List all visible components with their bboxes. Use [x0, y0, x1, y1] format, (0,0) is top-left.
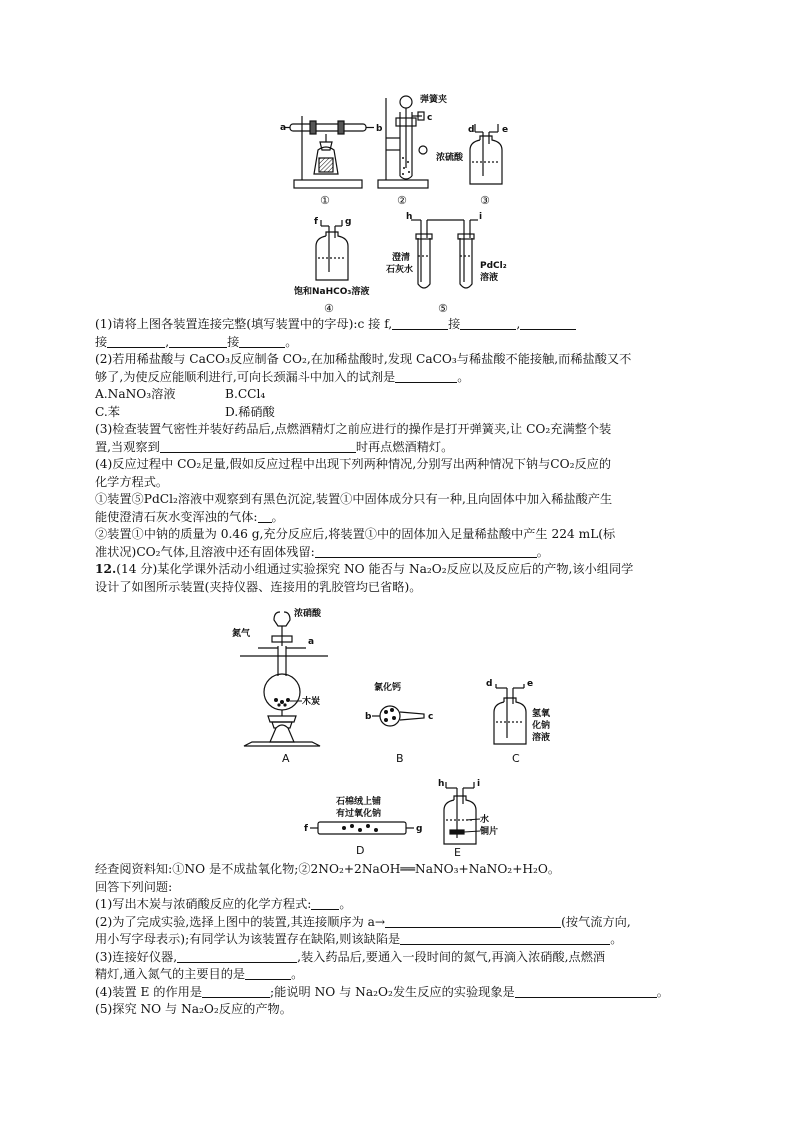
label-e: e [502, 125, 509, 135]
q1-line-2: 接 , 接 。 [95, 334, 298, 349]
label-naoh-3: 溶液 [532, 733, 551, 743]
q12-2-line-2: 用小写字母表示);有同学认为该装置存在缺陷,则该缺陷是 。 [95, 932, 623, 946]
apparatus-3 [470, 124, 502, 184]
answer-blank[interactable] [460, 317, 516, 330]
label-g2: g [416, 824, 423, 834]
q12-2-line-1: (2)为了完成实验,选择上图中的装置,其连接顺序为 a→ (按气流方向, [95, 914, 631, 929]
q12-3-line-2: 精灯,通入氮气的主要目的是 。 [95, 967, 304, 981]
label-g: g [345, 217, 352, 227]
q1-line-1: (1)请将上图各装置连接完整(填写装置中的字母):c 接 f, 接 , [95, 316, 715, 334]
answer-blank[interactable] [107, 335, 165, 348]
letter-B: B [396, 752, 404, 765]
question-number-12: 12. [95, 562, 117, 576]
q2-options-ab [95, 386, 715, 404]
label-asbestos-2: 有过氧化钠 [336, 809, 382, 819]
apparatus-2 [378, 96, 428, 188]
label-conc-hno3: 浓硝酸 [294, 609, 322, 619]
apparatus-D [310, 822, 414, 834]
info-line-1: 经查阅资料知:①NO 是不成盐氧化物;②2NO₂+2NaOH══NaNO₃+NaNO₂+H₂O。 [95, 862, 561, 876]
label-h2: h [438, 779, 445, 789]
label-b: b [376, 124, 383, 134]
apparatus-1 [284, 116, 374, 188]
answer-blank[interactable] [515, 985, 657, 998]
answer-blank[interactable] [258, 510, 272, 523]
answer-blank[interactable] [239, 335, 285, 348]
apparatus-4 [316, 220, 348, 280]
label-pdcl2-2: 溶液 [480, 273, 499, 283]
q4-line-3: ①装置⑤PdCl₂溶液中观察到有黑色沉淀,装置①中固体成分只有一种,且向固体中加入稀盐酸产生 [95, 492, 613, 506]
label-spring-clip: 弹簧夹 [420, 95, 448, 105]
figure-2-apparatus [228, 604, 568, 860]
letter-A: A [282, 752, 290, 765]
answer-blank[interactable] [392, 317, 448, 330]
q12-5: (5)探究 NO 与 Na₂O₂反应的产物。 [95, 1002, 292, 1016]
label-i: i [479, 212, 483, 222]
answer-blank[interactable] [311, 897, 339, 910]
label-h: h [406, 212, 413, 222]
label-e2: e [527, 679, 534, 689]
answer-blank[interactable] [202, 985, 270, 998]
q4-line-6: 准状况)CO₂气体,且溶液中还有固体残留: 。 [95, 544, 549, 559]
q2-options-cd [95, 404, 715, 422]
label-cacl2: 氯化钙 [374, 683, 402, 693]
q3-line-2: 置,当观察到 时再点燃酒精灯。 [95, 439, 454, 454]
label-asbestos-1: 石棉绒上铺 [336, 797, 382, 807]
label-copper: 铜片 [480, 827, 499, 837]
label-naoh-1: 氢氧 [532, 709, 551, 719]
label-c: c [427, 113, 433, 123]
q4-line-2: 化学方程式。 [95, 474, 169, 489]
info-line-2: 回答下列问题: [95, 879, 173, 894]
q12-1: (1)写出木炭与浓硝酸反应的化学方程式: 。 [95, 897, 352, 911]
q2-line-1: (2)若用稀盐酸与 CaCO₃反应制备 CO₂,在加稀盐酸时,发现 CaCO₃与稀盐酸不能接触,而稀盐酸又不 [95, 352, 632, 366]
answer-blank[interactable] [400, 932, 610, 945]
q4-line-5: ②装置①中钠的质量为 0.46 g,充分反应后,将装置①中的固体加入足量稀盐酸中产生 224 mL(标 [95, 527, 616, 541]
answer-blank[interactable] [245, 967, 291, 980]
label-water: 水 [480, 815, 490, 825]
answer-blank[interactable] [160, 440, 356, 453]
label-charcoal: 木炭 [302, 697, 321, 707]
number-5: ⑤ [438, 302, 448, 315]
q4-line-4: 能使澄清石灰水变浑浊的气体: 。 [95, 509, 284, 524]
label-d: d [468, 125, 475, 135]
number-3: ③ [480, 194, 490, 207]
apparatus-C [494, 684, 526, 744]
figure-2-svg [228, 604, 568, 860]
questions-block-1 [95, 316, 715, 596]
q12-4: (4)装置 E 的作用是 ;能说明 NO 与 Na₂O₂发生反应的实验现象是 。 [95, 984, 669, 999]
option-c[interactable]: C.苯 [95, 404, 120, 419]
letter-E: E [454, 846, 461, 859]
option-b[interactable]: B.CCl₄ [225, 387, 266, 401]
number-4: ④ [324, 302, 334, 315]
letter-C: C [512, 752, 520, 765]
label-c2: c [428, 712, 434, 722]
label-a: a [280, 123, 287, 133]
questions-block-2 [95, 861, 715, 1019]
letter-D: D [356, 844, 365, 857]
answer-blank[interactable] [385, 915, 561, 928]
figure-1-apparatus [280, 88, 540, 316]
label-naoh-2: 化钠 [532, 721, 551, 731]
apparatus-5 [411, 220, 478, 288]
label-d2: d [486, 679, 493, 689]
option-a[interactable]: A.NaNO₃溶液 [95, 387, 176, 401]
label-limewater-2: 石灰水 [386, 265, 414, 275]
q12-line-1: 12.(14 分)某化学课外活动小组通过实验探究 NO 能否与 Na₂O₂反应以及反应后的产物,该小组同学 [95, 562, 634, 576]
answer-blank[interactable] [177, 950, 297, 963]
answer-blank[interactable] [315, 545, 537, 558]
label-pdcl2-1: PdCl₂ [480, 261, 507, 271]
answer-blank[interactable] [169, 335, 227, 348]
label-conc-h2so4: 浓硫酸 [436, 153, 464, 163]
option-d[interactable]: D.稀硝酸 [225, 404, 275, 419]
label-limewater-1: 澄清 [392, 253, 411, 263]
number-1: ① [320, 194, 330, 207]
q3-line-1: (3)检查装置气密性并装好药品后,点燃酒精灯之前应进行的操作是打开弹簧夹,让 CO₂充满整个装 [95, 422, 612, 436]
label-b2: b [365, 712, 372, 722]
apparatus-B [372, 706, 424, 726]
number-2: ② [397, 194, 407, 207]
label-a2: a [308, 637, 315, 647]
answer-blank[interactable] [395, 370, 457, 383]
q12-line-2: 设计了如图所示装置(夹持仪器、连接用的乳胶管均已省略)。 [95, 579, 422, 594]
figure-1-svg [280, 88, 540, 316]
label-f: f [314, 217, 318, 227]
apparatus-E [444, 782, 476, 844]
label-n2: 氮气 [232, 629, 251, 639]
label-nahco3: 饱和NaHCO₃溶液 [294, 287, 370, 297]
q12-3-line-1: (3)连接好仪器, ,装入药品后,要通入一段时间的氮气,再滴入浓硝酸,点燃酒 [95, 949, 606, 964]
q2-line-2: 够了,为使反应能顺利进行,可向长颈漏斗中加入的试剂是 。 [95, 369, 470, 384]
answer-blank[interactable] [520, 317, 576, 330]
label-f2: f [304, 824, 308, 834]
label-i2: i [477, 779, 481, 789]
apparatus-A [240, 612, 328, 746]
q4-line-1: (4)反应过程中 CO₂足量,假如反应过程中出现下列两种情况,分别写出两种情况下钠与CO₂反应的 [95, 457, 612, 471]
